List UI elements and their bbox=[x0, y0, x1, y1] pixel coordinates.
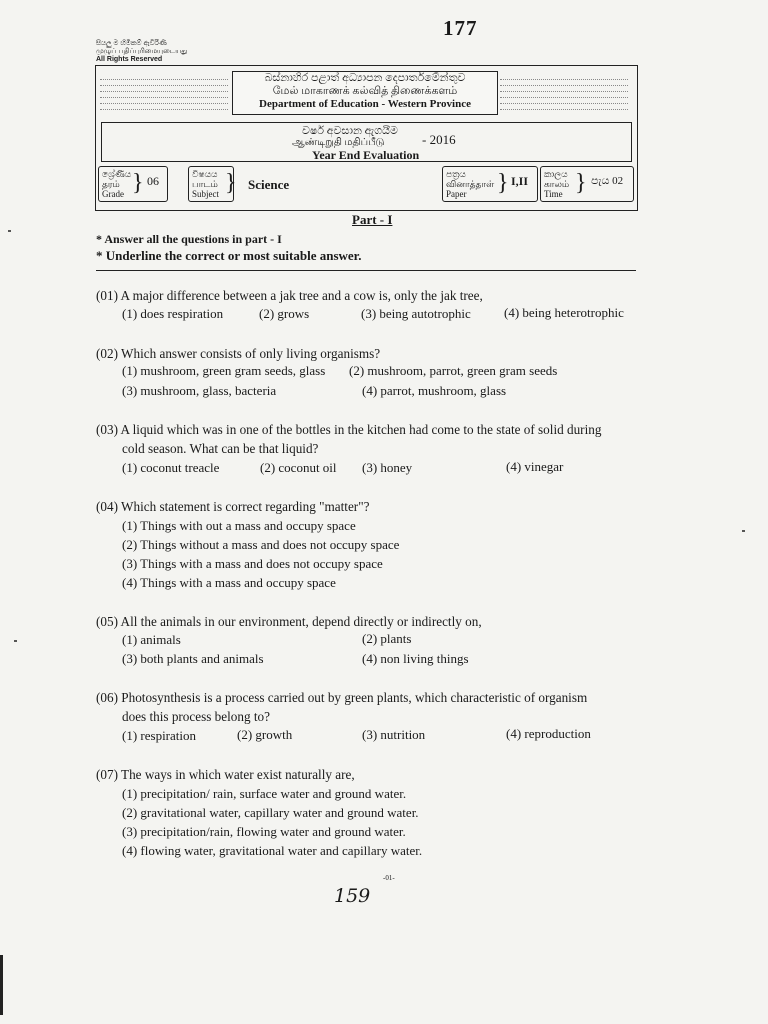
time-label-si: කාලය bbox=[544, 169, 568, 179]
grade-label-en: Grade bbox=[102, 189, 124, 199]
q04-option-1: (1) Things with out a mass and occupy space bbox=[122, 518, 356, 533]
q01-option-1: (1) does respiration bbox=[122, 306, 224, 321]
q03-option-3: (3) honey bbox=[362, 460, 413, 475]
q04-option-3: (3) Things with a mass and does not occupy space bbox=[122, 556, 383, 571]
paper-brace: } bbox=[497, 170, 509, 196]
q05-option-1: (1) animals bbox=[122, 632, 181, 647]
rights-line-sinhala: සියලු ම හිමිකම් ඇවිරිණි bbox=[96, 40, 167, 47]
evaluation-box bbox=[101, 122, 632, 162]
q07-option-4: (4) flowing water, gravitational water and capillary water. bbox=[122, 843, 423, 858]
subject-brace: } bbox=[225, 170, 237, 196]
q02-option-1: (1) mushroom, green gram seeds, glass bbox=[122, 363, 326, 378]
grade-box bbox=[98, 166, 168, 202]
footer-page-number: -01- bbox=[383, 874, 395, 882]
paper-label-si: පත්‍රය bbox=[446, 169, 466, 179]
question-01 bbox=[96, 286, 483, 305]
rights-notice bbox=[96, 40, 187, 64]
eval-english: Year End Evaluation bbox=[312, 148, 420, 162]
question-07 bbox=[96, 765, 355, 784]
paper-value: I,II bbox=[511, 174, 529, 188]
instruction-1: * Answer all the questions in part - I bbox=[96, 232, 282, 246]
question-02 bbox=[96, 344, 380, 363]
subject-box bbox=[188, 166, 237, 202]
divider-line bbox=[96, 270, 636, 271]
paper-label-en: Paper bbox=[446, 189, 467, 199]
q01-option-3: (3) being autotrophic bbox=[361, 306, 471, 321]
subject-value: Science bbox=[248, 177, 290, 192]
q01-option-2: (2) grows bbox=[259, 306, 310, 321]
q06-option-1: (1) respiration bbox=[122, 728, 197, 743]
q01-option-4: (4) being heterotrophic bbox=[504, 305, 624, 320]
rights-line-tamil: முழுப் பதிப்புரிமையுடையது bbox=[96, 48, 188, 55]
rights-line-english: All Rights Reserved bbox=[96, 56, 163, 63]
time-label-en: Time bbox=[544, 189, 563, 199]
q03-option-4: (4) vinegar bbox=[506, 459, 564, 474]
time-brace: } bbox=[575, 170, 587, 196]
department-box bbox=[232, 71, 498, 115]
q06-option-3: (3) nutrition bbox=[362, 727, 426, 742]
header-pattern-left bbox=[100, 76, 228, 110]
q04-option-4: (4) Things with a mass and occupy space bbox=[122, 575, 336, 590]
q03-option-2: (2) coconut oil bbox=[260, 460, 337, 475]
exam-header bbox=[95, 65, 638, 211]
question-04 bbox=[96, 497, 369, 516]
question-stem-line-2: does this process belong to? bbox=[122, 709, 270, 724]
subject-label-si: විෂයය bbox=[192, 169, 218, 179]
q05-option-2: (2) plants bbox=[362, 631, 412, 646]
dept-english: Department of Education - Western Province bbox=[259, 98, 471, 110]
question-03 bbox=[96, 420, 601, 458]
question-stem: (02) Which answer consists of only living organisms? bbox=[96, 346, 381, 361]
q06-option-2: (2) growth bbox=[237, 727, 293, 742]
eval-year: - 2016 bbox=[422, 132, 456, 147]
grade-label-si: ශ්‍රේණිය bbox=[102, 169, 132, 179]
question-stem: (07) The ways in which water exist naturally are, bbox=[96, 767, 355, 782]
q04-option-2: (2) Things without a mass and does not occupy space bbox=[122, 537, 400, 552]
question-stem: (05) All the animals in our environment, depend directly or indirectly on, bbox=[96, 614, 482, 629]
question-stem: (01) A major difference between a jak tree and a cow is, only the jak tree, bbox=[96, 288, 483, 303]
time-box bbox=[540, 166, 634, 202]
eval-sinhala: වර්ෂ අවසාන ඇගයීම bbox=[302, 125, 398, 137]
subject-label-en: Subject bbox=[192, 189, 219, 199]
question-stem: (04) Which statement is correct regarding "matter"? bbox=[96, 499, 370, 514]
handwritten-page-number: 159 bbox=[334, 885, 371, 907]
scan-speck bbox=[14, 640, 17, 642]
page-number: 177 bbox=[443, 16, 478, 40]
grade-brace: } bbox=[132, 170, 144, 196]
question-05 bbox=[96, 612, 482, 631]
q02-option-4: (4) parrot, mushroom, glass bbox=[362, 383, 507, 398]
eval-tamil: ஆண்டிறுதி மதிப்பீடு bbox=[292, 137, 385, 148]
paper-label-ta: வினாத்தாள் bbox=[446, 179, 495, 189]
q06-option-4: (4) reproduction bbox=[506, 726, 591, 741]
paper-box bbox=[442, 166, 538, 202]
subject-label-ta: பாடம் bbox=[192, 179, 218, 189]
question-stem-line-2: cold season. What can be that liquid? bbox=[122, 441, 319, 456]
scan-speck bbox=[8, 230, 11, 232]
grade-value: 06 bbox=[147, 174, 159, 188]
q03-option-1: (1) coconut treacle bbox=[122, 460, 220, 475]
question-stem-line-1: (06) Photosynthesis is a process carried out by green plants, which characteristic of organism bbox=[96, 690, 588, 705]
part-title: Part - I bbox=[352, 212, 393, 227]
scan-speck bbox=[742, 530, 745, 532]
q07-options bbox=[122, 784, 422, 860]
q02-option-2: (2) mushroom, parrot, green gram seeds bbox=[349, 363, 558, 378]
instruction-2: * Underline the correct or most suitable answer. bbox=[96, 248, 362, 263]
scan-edge-mark bbox=[0, 955, 3, 1015]
q02-option-3: (3) mushroom, glass, bacteria bbox=[122, 383, 277, 398]
dept-sinhala: බස්නාහිර පළාත් අධ්‍යාපන දෙපාර්තමේන්තුව bbox=[264, 72, 466, 84]
q07-option-2: (2) gravitational water, capillary water and ground water. bbox=[122, 805, 419, 820]
question-stem-line-1: (03) A liquid which was in one of the bottles in the kitchen had come to the state of solid during bbox=[96, 422, 602, 437]
q05-option-3: (3) both plants and animals bbox=[122, 651, 264, 666]
q07-option-1: (1) precipitation/ rain, surface water and ground water. bbox=[122, 786, 407, 801]
question-06 bbox=[96, 688, 587, 726]
q07-option-3: (3) precipitation/rain, flowing water and ground water. bbox=[122, 824, 406, 839]
time-label-ta: காலம் bbox=[544, 179, 570, 189]
dept-tamil: மேல் மாகாணக் கல்வித் திணைக்களம் bbox=[272, 85, 458, 97]
time-value: පැය 02 bbox=[591, 175, 624, 187]
header-pattern-right bbox=[500, 76, 628, 110]
q04-options bbox=[122, 516, 399, 592]
grade-label-ta: தரம் bbox=[102, 179, 120, 189]
q05-option-4: (4) non living things bbox=[362, 651, 469, 666]
